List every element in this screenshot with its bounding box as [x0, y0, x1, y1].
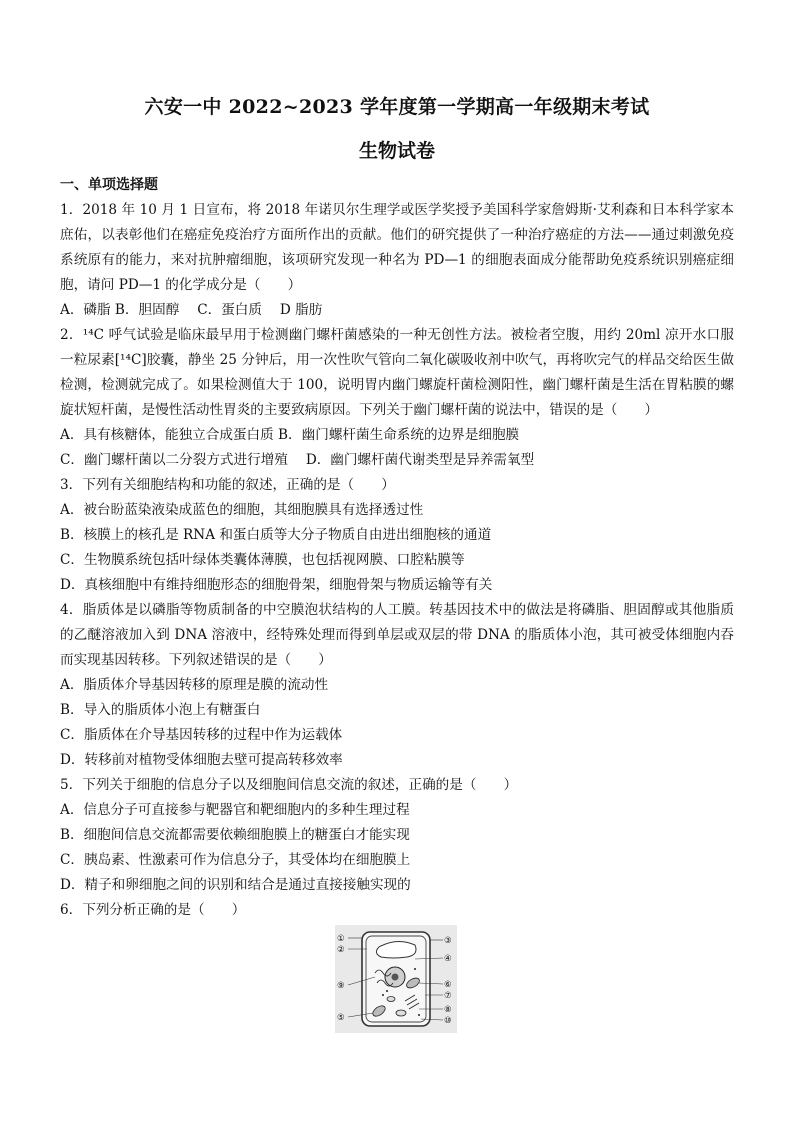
option-line: A．信息分子可直接参与靶器官和靶细胞内的多种生理过程 — [60, 802, 410, 818]
label-3: ③ — [444, 936, 452, 946]
exam-subtitle: 生物试卷 — [358, 140, 435, 162]
option-line: C．幽门螺杆菌以二分裂方式进行增殖 D．幽门螺杆菌代谢类型是异养需氧型 — [60, 452, 535, 468]
plant-cell-figure — [335, 925, 457, 1033]
option-line: D．转移前对植物受体细胞去壁可提高转移效率 — [60, 752, 343, 768]
option-line: C．胰岛素、性激素可作为信息分子，其受体均在细胞膜上 — [60, 852, 411, 868]
question-stem: 6．下列分析正确的是（ ） — [60, 902, 246, 918]
label-2: ② — [337, 945, 345, 955]
option-line: A．具有核糖体，能独立合成蛋白质 B．幽门螺杆菌生命系统的边界是细胞膜 — [60, 427, 520, 443]
label-5: ⑤ — [337, 1013, 345, 1023]
label-6: ⑥ — [444, 980, 452, 990]
label-9: ⑨ — [337, 981, 345, 991]
label-10: ⑩ — [444, 1016, 452, 1026]
option-line: C．脂质体在介导基因转移的过程中作为运载体 — [60, 727, 343, 743]
option-line: B．细胞间信息交流都需要依赖细胞膜上的糖蛋白才能实现 — [60, 827, 410, 843]
option-line: A．磷脂 B．胆固醇 C．蛋白质 D 脂肪 — [60, 302, 323, 318]
question-3 — [60, 473, 734, 598]
option-line: A．被台盼蓝染液染成蓝色的细胞，其细胞膜具有选择透过性 — [60, 502, 424, 518]
question-6 — [60, 898, 734, 923]
question-2 — [60, 323, 734, 473]
option-line: B．导入的脂质体小泡上有糖蛋白 — [60, 702, 261, 718]
option-line: C．生物膜系统包括叶绿体类囊体薄膜，也包括视网膜、口腔粘膜等 — [60, 552, 465, 568]
question-5 — [60, 773, 734, 898]
question-stem: 4．脂质体是以磷脂等物质制备的中空膜泡状结构的人工膜。转基因技术中的做法是将磷脂、胆固醇或其他脂质的乙醚溶液加入到 DNA 溶液中，经特殊处理而得到单层或双层的带 DNA 的脂质体小泡，其可被受体细胞内吞而实现基因转移。下列叙述错误的是（ ） — [60, 602, 734, 668]
label-1: ① — [337, 934, 345, 944]
option-line: D．精子和卵细胞之间的识别和结合是通过直接接触实现的 — [60, 877, 411, 893]
label-8: ⑧ — [444, 1005, 452, 1015]
section-heading: 一、单项选择题 — [60, 177, 158, 193]
question-stem: 2．¹⁴C 呼气试验是临床最早用于检测幽门螺杆菌感染的一种无创性方法。被检者空腹，用约 20ml 凉开水口服一粒尿素[¹⁴C]胶囊，静坐 25 分钟后，用一次性吹气管向二氧化碳吸收剂中吹气，再将吹完气的样品交给医生做检测，检测就完成了。如果检测值大于 100，说明胃内幽门螺旋杆菌检测阳性，幽门螺杆菌是生活在胃粘膜的螺旋状短杆菌，是慢性活动性胃炎的主要致病原因。下列关于幽门螺杆菌的说法中，错误的是（ ） — [60, 327, 734, 418]
question-1 — [60, 198, 734, 323]
question-stem: 3．下列有关细胞结构和功能的叙述，正确的是（ ） — [60, 477, 395, 493]
exam-title: 六安一中 2022~2023 学年度第一学期高一年级期末考试 — [144, 96, 650, 118]
option-line: B．核膜上的核孔是 RNA 和蛋白质等大分子物质自由进出细胞核的通道 — [60, 527, 492, 543]
question-4 — [60, 598, 734, 773]
option-line: A．脂质体介导基因转移的原理是膜的流动性 — [60, 677, 329, 693]
plant-cell-diagram — [335, 925, 457, 1033]
label-4: ④ — [444, 954, 452, 964]
question-stem: 1．2018 年 10 月 1 日宣布，将 2018 年诺贝尔生理学或医学奖授予美国科学家詹姆斯·艾利森和日本科学家本庶佑，以表彰他们在癌症免疫治疗方面所作出的贡献。他们的研究提供了一种治疗癌症的方法——通过刺激免疫系统原有的能力，来对抗肿瘤细胞，该项研究发现一种名为 PD—1 的细胞表面成分能帮助免疫系统识别癌症细胞，请问 PD—1 的化学成分是（ ） — [60, 202, 734, 293]
option-line: D．真核细胞中有维持细胞形态的细胞骨架，细胞骨架与物质运输等有关 — [60, 577, 493, 593]
label-7: ⑦ — [444, 991, 452, 1001]
question-stem: 5．下列关于细胞的信息分子以及细胞间信息交流的叙述，正确的是（ ） — [60, 777, 518, 793]
exam-page — [60, 92, 734, 923]
